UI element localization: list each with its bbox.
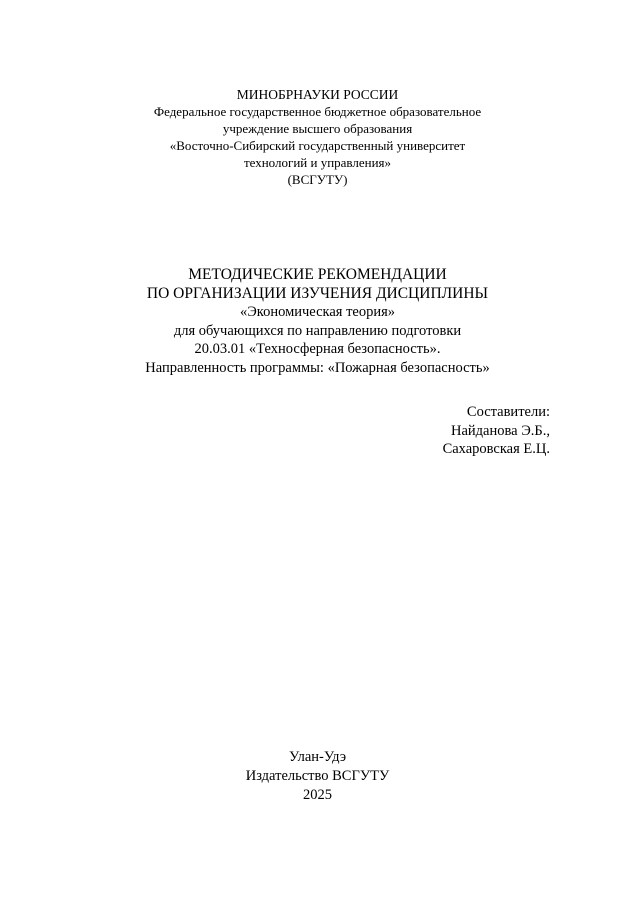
institution-header: [0, 86, 635, 188]
discipline-name: «Экономическая теория»: [239, 304, 396, 320]
audience-line: для обучающихся по направлению подготовки: [173, 322, 462, 339]
institution-line: Федеральное государственное бюджетное образовательное: [153, 104, 482, 119]
ministry-name: МИНОБРНАУКИ РОССИИ: [236, 87, 399, 102]
city-name: Улан-Удэ: [288, 749, 347, 765]
program-focus-line: Направленность программы: «Пожарная безопасность»: [145, 359, 490, 376]
institution-abbreviation: (ВСГУТУ): [287, 172, 348, 187]
document-title: [0, 266, 635, 377]
institution-line: учреждение высшего образования: [222, 121, 413, 136]
title-line: МЕТОДИЧЕСКИЕ РЕКОМЕНДАЦИИ: [188, 266, 447, 283]
institution-line: «Восточно-Сибирский государственный университет: [169, 138, 466, 153]
institution-line: технологий и управления»: [243, 155, 392, 170]
publication-year: 2025: [303, 787, 332, 803]
authors-label: Составители:: [466, 404, 550, 420]
author-name: Сахаровская Е.Ц.: [442, 441, 550, 457]
publisher-name: Издательство ВСГУТУ: [245, 768, 390, 784]
authors-block: [443, 403, 550, 459]
author-name: Найданова Э.Б.,: [451, 422, 550, 439]
publication-footer: [0, 748, 635, 805]
title-line: ПО ОРГАНИЗАЦИИ ИЗУЧЕНИЯ ДИСЦИПЛИНЫ: [146, 284, 489, 302]
direction-line: 20.03.01 «Техносферная безопасность».: [194, 341, 441, 357]
